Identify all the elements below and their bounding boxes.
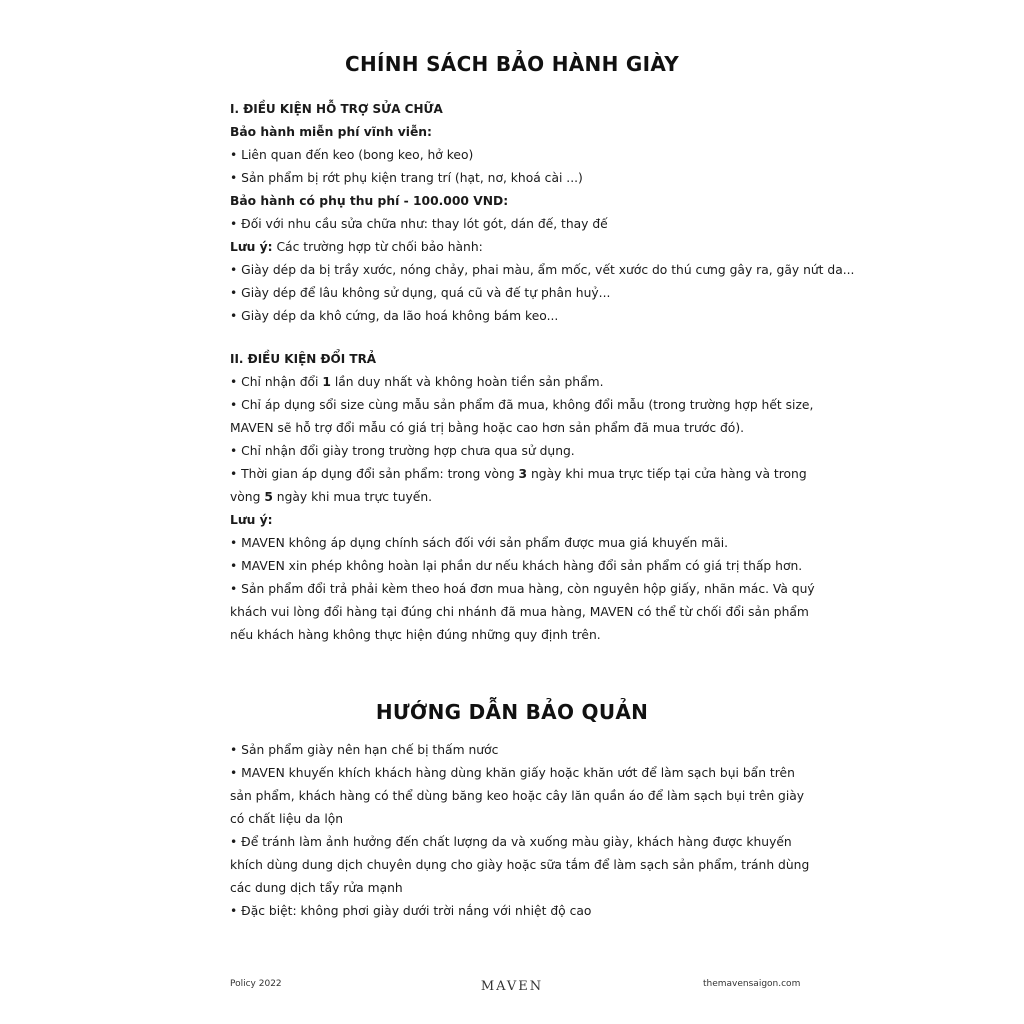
list-item-continued <box>230 486 810 509</box>
list-item: • Sản phẩm bị rớt phụ kiện trang trí (hạt, nơ, khoá cài ...) <box>230 171 583 185</box>
list-item: • Giày dép để lâu không sử dụng, quá cũ và đế tự phân huỷ... <box>230 286 611 300</box>
note-label: Lưu ý: <box>230 240 273 254</box>
list-item: • Giày dép da khô cứng, da lão hoá không bám keo... <box>230 309 559 323</box>
note-line <box>230 236 810 259</box>
section-repair <box>230 98 855 328</box>
list-item: • Chỉ áp dụng sổi size cùng mẫu sản phẩm đã mua, không đổi mẫu (trong trường hợp hết size, <box>230 398 814 412</box>
list-item: • Để tránh làm ảnh hưởng đến chất lượng da và xuống màu giày, khách hàng được khuyến <box>230 835 792 849</box>
list-item: • Chỉ nhận đổi giày trong trường hợp chưa qua sử dụng. <box>230 444 575 458</box>
list-item: • Đối với nhu cầu sửa chữa như: thay lót gót, dán đế, thay đế <box>230 217 608 231</box>
text: ngày khi mua trực tuyến. <box>272 490 433 504</box>
footer-website: themavensaigon.com <box>703 979 801 989</box>
footer-year: Policy 2022 <box>230 979 282 989</box>
list-item: • Liên quan đến keo (bong keo, hở keo) <box>230 148 474 162</box>
list-item-continued: nếu khách hàng không thực hiện đúng những quy định trên. <box>230 628 601 642</box>
text: • Thời gian áp dụng đổi sản phẩm: trong vòng <box>230 467 519 481</box>
care-title: HƯỚNG DẪN BẢO QUẢN <box>375 700 649 724</box>
section-care <box>230 739 810 923</box>
list-item-continued: khách vui lòng đổi hàng tại đúng chi nhánh đã mua hàng, MAVEN có thể từ chối đổi sản phẩm <box>230 605 809 619</box>
list-item <box>230 371 810 394</box>
page-title: CHÍNH SÁCH BẢO HÀNH GIÀY <box>344 52 679 76</box>
brand-logo: MAVEN <box>480 979 544 994</box>
section-heading: II. ĐIỀU KIỆN ĐỔI TRẢ <box>230 352 377 366</box>
free-warranty-label: Bảo hành miễn phí vĩnh viễn: <box>230 125 432 139</box>
list-item: • MAVEN khuyến khích khách hàng dùng khăn giấy hoặc khăn ướt để làm sạch bụi bẩn trên <box>230 766 795 780</box>
list-item-continued: có chất liệu da lộn <box>230 812 344 826</box>
note-text: Các trường hợp từ chối bảo hành: <box>272 240 483 254</box>
list-item: • Đặc biệt: không phơi giày dưới trời nắng với nhiệt độ cao <box>230 904 592 918</box>
note-label: Lưu ý: <box>230 513 273 527</box>
list-item <box>230 463 810 486</box>
list-item: • MAVEN không áp dụng chính sách đối với sản phẩm được mua giá khuyến mãi. <box>230 536 729 550</box>
list-item-continued: khích dùng dung dịch chuyên dụng cho giày hoặc sữa tắm để làm sạch sản phẩm, tránh dùng <box>230 858 810 872</box>
list-item: • Sản phẩm đổi trả phải kèm theo hoá đơn mua hàng, còn nguyên hộp giấy, nhãn mác. Và quý <box>230 582 815 596</box>
text: • Chỉ nhận đổi <box>230 375 323 389</box>
text: vòng <box>230 490 265 504</box>
list-item-continued: sản phẩm, khách hàng có thể dùng băng keo hoặc cây lăn quần áo để làm sạch bụi trên giày <box>230 789 805 803</box>
list-item-continued: MAVEN sẽ hỗ trợ đổi mẫu có giá trị bằng hoặc cao hơn sản phẩm đã mua trước đó). <box>230 421 745 435</box>
list-item: • Sản phẩm giày nên hạn chế bị thấm nước <box>230 743 499 757</box>
list-item: • Giày dép da bị trầy xước, nóng chảy, phai màu, ẩm mốc, vết xước do thú cưng gây ra, gãy nứt da... <box>230 263 855 277</box>
highlight-number: 5 <box>264 490 273 504</box>
paid-warranty-label: Bảo hành có phụ thu phí - 100.000 VND: <box>230 194 509 208</box>
text: lần duy nhất và không hoàn tiền sản phẩm. <box>330 375 604 389</box>
list-item: • MAVEN xin phép không hoàn lại phần dư nếu khách hàng đổi sản phẩm có giá trị thấp hơn. <box>230 559 803 573</box>
text: ngày khi mua trực tiếp tại cửa hàng và trong <box>527 467 807 481</box>
list-item-continued: các dung dịch tẩy rửa mạnh <box>230 881 403 895</box>
highlight-number: 3 <box>518 467 528 481</box>
section-exchange <box>230 348 815 647</box>
highlight-number: 1 <box>322 375 331 389</box>
section-heading: I. ĐIỀU KIỆN HỖ TRỢ SỬA CHỮA <box>230 102 443 116</box>
